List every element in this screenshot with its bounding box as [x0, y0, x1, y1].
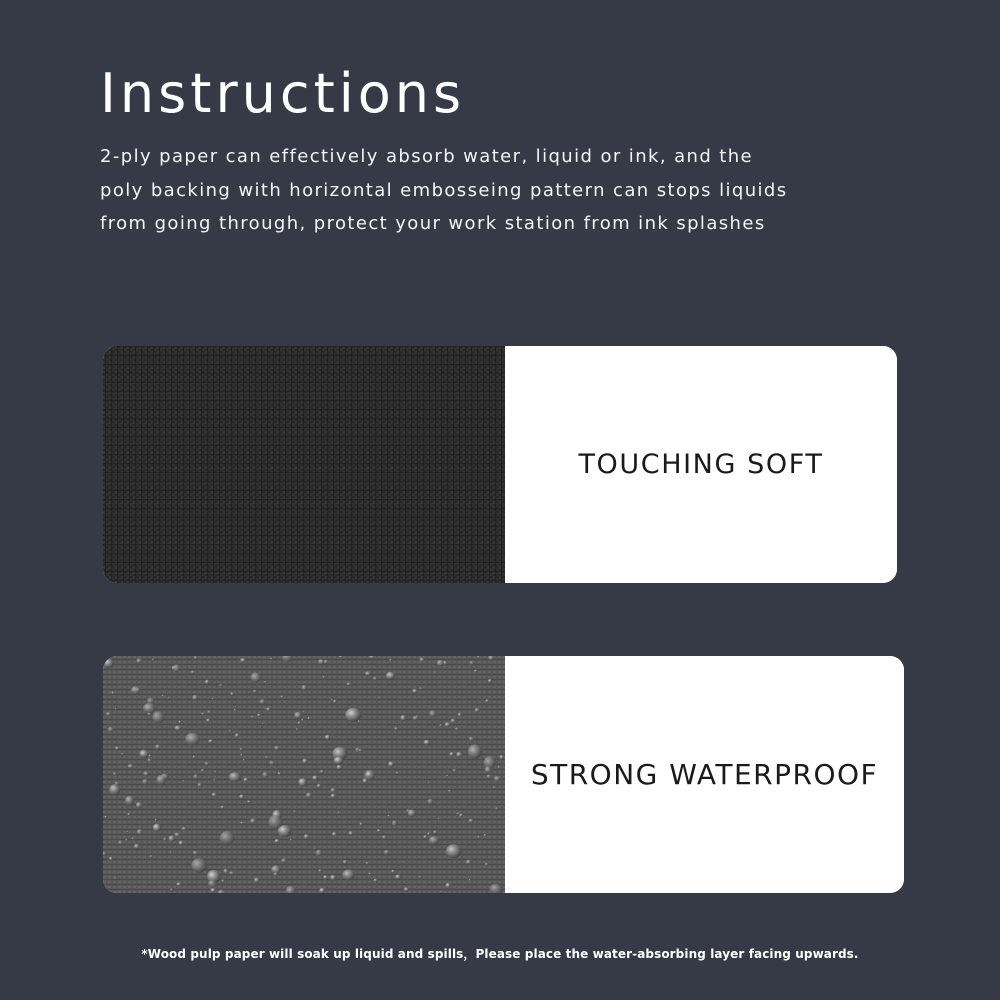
water-droplet [298, 722, 301, 724]
water-droplet [156, 775, 165, 785]
water-droplet [250, 818, 256, 823]
water-droplet [318, 659, 324, 664]
water-droplet [330, 875, 335, 880]
water-droplet [262, 723, 264, 725]
water-droplet [281, 696, 284, 699]
water-droplet [234, 709, 236, 711]
water-droplet [127, 831, 129, 833]
water-droplet [278, 772, 281, 775]
water-droplet [125, 796, 134, 806]
water-droplet [136, 802, 142, 808]
water-droplet [377, 829, 380, 832]
water-droplet [412, 689, 417, 693]
water-droplet [428, 782, 430, 783]
water-droplet [132, 837, 134, 839]
water-droplet [396, 772, 399, 774]
water-droplet [192, 695, 198, 701]
water-droplet [488, 679, 492, 683]
water-droplet [230, 692, 233, 695]
water-droplet [337, 811, 340, 813]
water-droplet [374, 879, 378, 882]
water-droplet [264, 681, 266, 683]
water-droplet [485, 699, 489, 702]
water-droplet [212, 698, 214, 700]
water-droplet [155, 744, 160, 749]
water-droplet [349, 831, 353, 835]
water-droplet [185, 733, 200, 746]
water-droplet [209, 739, 213, 743]
dark-embossed-paper-image [103, 346, 505, 583]
water-droplet [318, 869, 321, 872]
water-droplet [148, 759, 152, 763]
water-droplet [114, 877, 116, 879]
water-droplet [455, 727, 459, 730]
water-droplet [229, 772, 241, 782]
water-droplet [365, 671, 371, 676]
water-droplet [121, 753, 123, 755]
water-droplet [240, 658, 245, 662]
water-droplet [294, 712, 302, 719]
water-droplet [194, 656, 198, 660]
water-droplet [316, 850, 322, 857]
water-droplet [240, 754, 242, 757]
water-droplet [413, 716, 418, 720]
water-droplet [345, 708, 361, 722]
water-droplet [446, 883, 451, 888]
water-droplet [205, 762, 210, 766]
water-droplet [153, 824, 161, 832]
water-droplet [191, 858, 206, 872]
water-droplet [174, 833, 180, 838]
water-droplet [294, 810, 296, 812]
water-droplet [470, 661, 474, 665]
water-droplet [266, 756, 269, 759]
water-droplet [235, 733, 239, 737]
water-droplet [342, 870, 354, 881]
water-droplet [302, 711, 304, 713]
water-droplet [111, 691, 114, 694]
water-droplet [314, 848, 316, 849]
feature-label-touching-soft: TOUCHING SOFT [505, 346, 897, 583]
water-droplet [168, 697, 170, 699]
water-droplet [459, 814, 463, 818]
water-droplet [475, 708, 480, 713]
water-droplet [420, 657, 425, 662]
water-droplet [366, 862, 369, 865]
water-droplet [115, 747, 119, 750]
water-droplet [434, 671, 436, 673]
water-droplet [193, 774, 198, 779]
water-droplet [498, 766, 501, 769]
water-droplet [448, 790, 451, 793]
water-droplet [451, 719, 456, 724]
water-droplet [358, 720, 360, 722]
water-droplet [219, 684, 222, 687]
water-droplet [251, 672, 261, 682]
water-droplet [301, 719, 303, 721]
water-droplet [177, 882, 181, 886]
water-droplet [324, 660, 328, 664]
water-droplet [128, 764, 133, 768]
feature-card-touching-soft [103, 346, 897, 583]
water-droplet [439, 724, 441, 726]
water-droplet [182, 827, 187, 831]
water-droplet [391, 870, 394, 873]
water-droplet [269, 761, 274, 766]
water-droplet [468, 744, 482, 758]
water-droplet [419, 687, 422, 689]
water-droplet [459, 666, 461, 668]
water-droplet [152, 711, 164, 723]
water-droplet [115, 708, 117, 710]
water-droplet [222, 879, 225, 882]
water-droplet [446, 844, 461, 858]
water-droplet [106, 712, 111, 716]
water-droplet [386, 672, 395, 680]
water-droplet [495, 807, 497, 809]
feature-card-strong-waterproof [103, 656, 904, 893]
water-droplet [109, 857, 113, 861]
water-droplet [296, 728, 298, 730]
water-droplet [205, 680, 209, 684]
water-droplet [201, 713, 204, 716]
water-droplet [201, 769, 205, 772]
water-droplet [493, 787, 495, 789]
water-droplet [333, 700, 336, 703]
water-droplet [169, 835, 175, 841]
water-droplet [128, 813, 131, 816]
water-droplet [170, 852, 172, 854]
water-droplet [206, 719, 210, 722]
water-droplet [394, 727, 398, 730]
water-droplet [108, 727, 114, 733]
water-droplet [384, 850, 389, 855]
water-droplets-paper-image [103, 656, 505, 893]
water-droplet [458, 713, 462, 717]
water-droplet [302, 685, 307, 691]
feature-label-strong-waterproof: STRONG WATERPROOF [505, 656, 904, 893]
water-droplet [302, 759, 307, 764]
water-droplet [260, 699, 266, 704]
water-droplet [395, 875, 401, 880]
water-droplet [401, 715, 406, 721]
water-droplet [494, 776, 500, 782]
water-droplet [404, 887, 408, 891]
water-droplet [429, 710, 436, 717]
water-droplet [253, 690, 257, 693]
water-droplet [179, 721, 181, 724]
water-droplet [170, 888, 173, 891]
water-droplet [334, 757, 344, 765]
water-droplet [290, 839, 292, 841]
water-droplet [155, 819, 157, 821]
water-droplet [369, 873, 372, 875]
water-droplet [211, 888, 216, 893]
water-droplet [208, 880, 216, 888]
water-droplet [484, 834, 487, 836]
water-droplet [215, 771, 217, 772]
water-droplet [324, 875, 328, 879]
water-droplet [322, 676, 324, 678]
water-droplet [131, 686, 141, 694]
water-droplet [182, 780, 184, 782]
water-droplet [105, 816, 108, 818]
water-droplet [139, 750, 148, 758]
water-droplet [469, 879, 471, 881]
water-droplet [487, 774, 491, 778]
water-droplet [392, 820, 397, 826]
water-droplet [193, 851, 198, 856]
water-droplet [173, 665, 180, 673]
water-droplet [229, 730, 231, 732]
water-droplet [220, 831, 234, 845]
water-droplet [363, 778, 368, 783]
water-droplet [274, 746, 279, 750]
water-droplet [251, 716, 254, 719]
water-droplet [388, 815, 390, 817]
water-droplet [359, 749, 362, 752]
water-droplet [269, 815, 283, 829]
water-droplet [343, 860, 347, 864]
water-droplet [142, 779, 148, 785]
water-droplet [389, 659, 391, 661]
water-droplet [143, 703, 155, 713]
water-droplet [223, 869, 228, 874]
water-droplet [207, 710, 211, 714]
water-droplet [408, 809, 416, 817]
water-droplet [149, 755, 151, 757]
water-droplet [308, 717, 311, 720]
water-droplet [331, 794, 336, 799]
water-droplet [244, 778, 249, 782]
water-droplet [275, 839, 280, 843]
water-droplet [179, 841, 183, 846]
water-droplet [281, 858, 287, 863]
water-droplet [441, 891, 443, 893]
water-droplet [424, 835, 427, 839]
water-droplet [317, 784, 321, 788]
water-droplet [109, 784, 120, 795]
water-droplet [373, 677, 377, 681]
water-droplet [312, 776, 317, 781]
water-droplet [433, 831, 436, 834]
water-droplet [243, 759, 245, 761]
water-droplet [229, 871, 233, 875]
water-droplet [241, 822, 244, 824]
water-droplet [325, 735, 330, 740]
water-droplet [162, 695, 164, 697]
water-droplet [474, 670, 477, 673]
water-droplet [143, 771, 148, 776]
water-droplet [198, 783, 202, 787]
water-droplet [347, 682, 351, 686]
footnote: *Wood pulp paper will soak up liquid and spills，Please place the water-absorbing layer facing upwards. [141, 947, 859, 961]
water-droplet [304, 834, 310, 839]
water-droplet [457, 812, 460, 815]
water-droplet [163, 838, 166, 841]
water-droplet [212, 793, 217, 797]
water-droplet [118, 840, 122, 845]
water-droplet [500, 755, 504, 760]
water-droplet [437, 660, 444, 666]
water-droplet [262, 772, 268, 778]
water-droplet [150, 855, 152, 857]
water-droplet [453, 769, 457, 773]
water-droplet [424, 740, 430, 745]
water-droplet [485, 863, 489, 866]
water-droplet [449, 752, 454, 756]
water-droplet [125, 839, 127, 841]
water-droplet [298, 778, 307, 786]
water-droplet [469, 737, 474, 742]
water-droplet [382, 835, 386, 839]
water-droplet [247, 800, 250, 803]
water-droplet [388, 761, 393, 766]
water-droplet [274, 872, 278, 876]
water-droplet [429, 836, 440, 845]
water-droplet [360, 822, 363, 825]
water-droplet [466, 860, 471, 865]
water-droplet [330, 788, 335, 792]
instructions-description: 2-ply paper can effectively absorb water, liquid or ink, and the poly backing with horizontal embosseing pattern can stops liquids from going through, protect your work station from ink splashes [100, 146, 788, 234]
water-droplet [469, 819, 474, 823]
water-droplet [270, 658, 272, 660]
water-droplet [103, 658, 113, 668]
water-droplet [331, 699, 333, 701]
water-droplet [438, 818, 440, 820]
water-droplet [240, 748, 243, 751]
water-droplet [191, 671, 195, 674]
water-droplet [257, 714, 260, 717]
water-droplet [332, 832, 336, 837]
water-droplet [175, 725, 182, 730]
water-droplet [239, 794, 244, 799]
water-droplet [137, 829, 143, 835]
water-droplet [477, 836, 479, 838]
water-droplet [427, 799, 433, 805]
water-droplet [402, 861, 404, 863]
water-droplet [485, 766, 492, 773]
water-droplet [266, 707, 271, 711]
water-droplet [152, 658, 154, 660]
water-droplet [137, 658, 142, 664]
water-droplet [115, 781, 119, 785]
water-droplet [427, 832, 430, 835]
water-droplet [445, 722, 450, 727]
water-droplet [193, 755, 196, 758]
water-droplet [254, 877, 260, 883]
water-droplet [446, 775, 448, 777]
water-droplet [320, 770, 324, 774]
page-title: Instructions [100, 62, 466, 125]
water-droplet [378, 697, 380, 699]
water-droplet [113, 772, 116, 775]
water-droplet [419, 876, 421, 878]
water-droplet [306, 793, 312, 799]
water-droplet [337, 765, 342, 770]
water-droplet [213, 779, 215, 781]
water-droplet [134, 844, 140, 849]
water-droplet [456, 752, 462, 758]
water-droplet [221, 806, 224, 809]
